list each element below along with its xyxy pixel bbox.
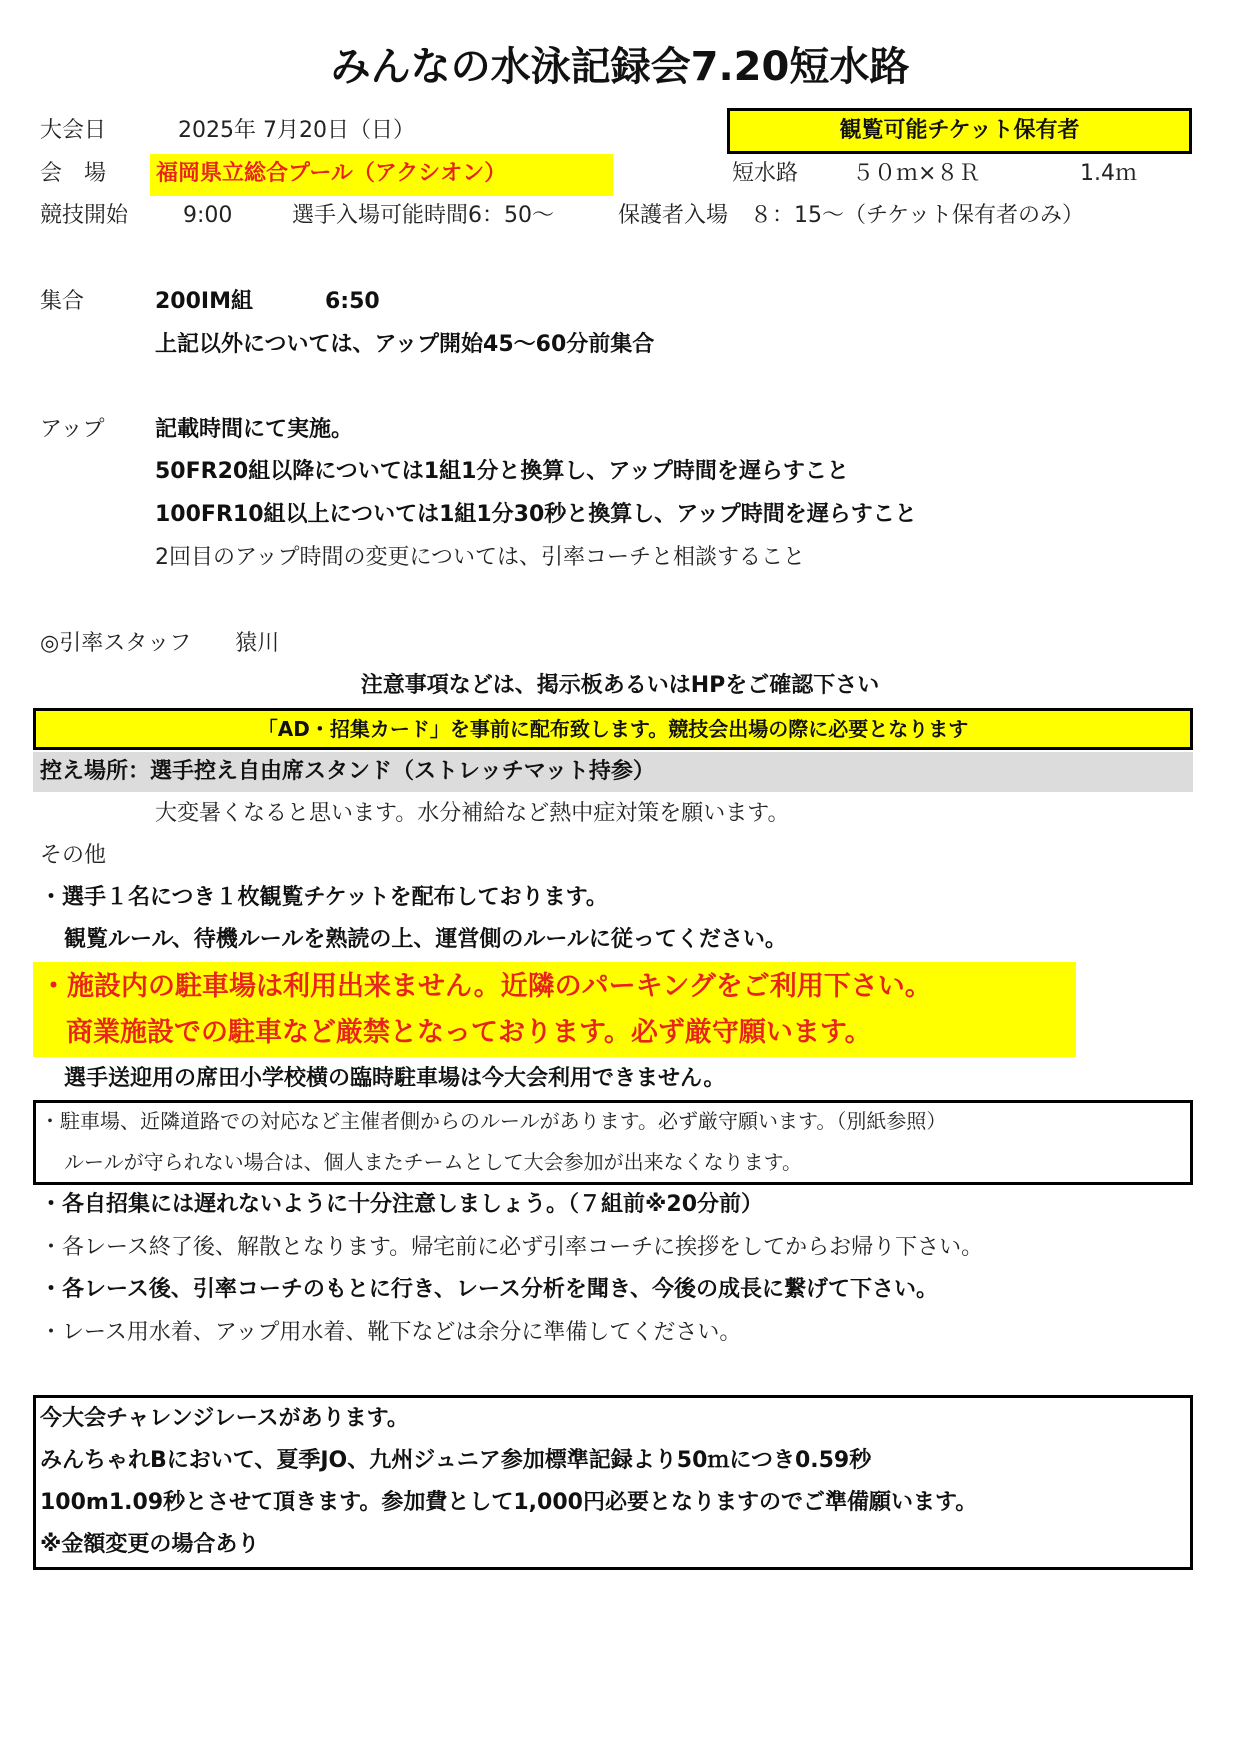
parking-warning: ・施設内の駐車場は利用出来ません。近隣のパーキングをご利用下さい。 — [40, 971, 932, 1002]
challenge-line: 今大会チャレンジレースがあります。 — [40, 1406, 409, 1431]
start-label: 競技開始 — [40, 203, 129, 228]
challenge-line: 100m1.09秒とさせて頂きます。参加費として1,000円必要となりますのでご準備願います。 — [40, 1490, 978, 1515]
parking-rule-line: ・駐車場、近隣道路での対応など主催者側からのルールがあります。必ず厳守願います。（別紙参照） — [40, 1109, 947, 1133]
page-title: みんなの水泳記録会7.20短水路 — [330, 44, 910, 90]
ticket-holder-box: 観覧可能チケット保有者 — [727, 108, 1192, 154]
pool-lanes: ５０ｍ×８Ｒ — [852, 161, 981, 186]
staff-line: ◎引率スタッフ 猿川 — [40, 631, 280, 656]
call-note: ・各自招集には遅れないように十分注意しましょう。（７組前※20分前） — [40, 1192, 764, 1217]
school-parking-note: 選手送迎用の席田小学校横の臨時駐車場は今大会利用できません。 — [64, 1066, 726, 1091]
date-value: 2025年 7月20日（日） — [178, 118, 415, 143]
warmup-line: 記載時間にて実施。 — [155, 417, 354, 442]
warmup-line: 100FR10組以上については1組1分30秒と換算し、アップ時間を遅らすこと — [155, 502, 917, 527]
notice-center: 注意事項などは、掲示板あるいはHPをご確認下さい — [360, 673, 880, 698]
ticket-note: ・選手１名につき１枚観覧チケットを配布しております。 — [40, 885, 608, 910]
assembly-note: 上記以外については、アップ開始45〜60分前集合 — [155, 332, 655, 357]
start-time: 9:00 — [183, 203, 233, 228]
analysis-note: ・各レース後、引率コーチのもとに行き、レース分析を聞き、今後の成長に繋げて下さい。 — [40, 1277, 939, 1302]
venue-label: 会 場 — [40, 161, 107, 186]
ad-card-box: 「AD・招集カード」を事前に配布致します。競技会出場の際に必要となります — [33, 708, 1193, 750]
warmup-label: アップ — [40, 417, 105, 442]
challenge-line: ※金額変更の場合あり — [40, 1532, 260, 1557]
athlete-entry-time: 選手入場可能時間6：50〜 — [292, 203, 554, 228]
guardian-entry-time: 保護者入場 ８：15〜（チケット保有者のみ） — [618, 203, 1085, 228]
pool-depth: 1.4ｍ — [1080, 161, 1137, 186]
parking-warning: 商業施設での駐車など厳禁となっております。必ず厳守願います。 — [66, 1017, 872, 1048]
assembly-label: 集合 — [40, 289, 85, 314]
assembly-group: 200IM組 — [155, 289, 254, 314]
warmup-line: 50FR20組以降については1組1分と換算し、アップ時間を遅らすこと — [155, 459, 849, 484]
date-label: 大会日 — [40, 118, 107, 143]
challenge-line: みんちゃれBにおいて、夏季JO、九州ジュニア参加標準記録より50ｍにつき0.59秒 — [40, 1448, 872, 1473]
heat-note: 大変暑くなると思います。水分補給など熱中症対策を願います。 — [155, 801, 790, 826]
dismiss-note: ・各レース終了後、解散となります。帰宅前に必ず引率コーチに挨拶をしてからお帰り下さい。 — [40, 1235, 984, 1260]
gear-note: ・レース用水着、アップ用水着、靴下などは余分に準備してください。 — [40, 1320, 742, 1345]
pool-label: 短水路 — [732, 161, 799, 186]
venue-value: 福岡県立総合プール（アクシオン） — [156, 161, 507, 186]
parking-rule-line: ルールが守られない場合は、個人またチームとして大会参加が出来なくなります。 — [64, 1150, 802, 1174]
other-label: その他 — [40, 843, 107, 868]
ticket-rule-note: 観覧ルール、待機ルールを熟読の上、運営側のルールに従ってください。 — [64, 927, 787, 952]
warmup-line: 2回目のアップ時間の変更については、引率コーチと相談すること — [155, 545, 806, 570]
assembly-time: 6:50 — [325, 289, 380, 314]
waiting-area: 控え場所：選手控え自由席スタンド（ストレッチマット持参） — [40, 759, 655, 784]
